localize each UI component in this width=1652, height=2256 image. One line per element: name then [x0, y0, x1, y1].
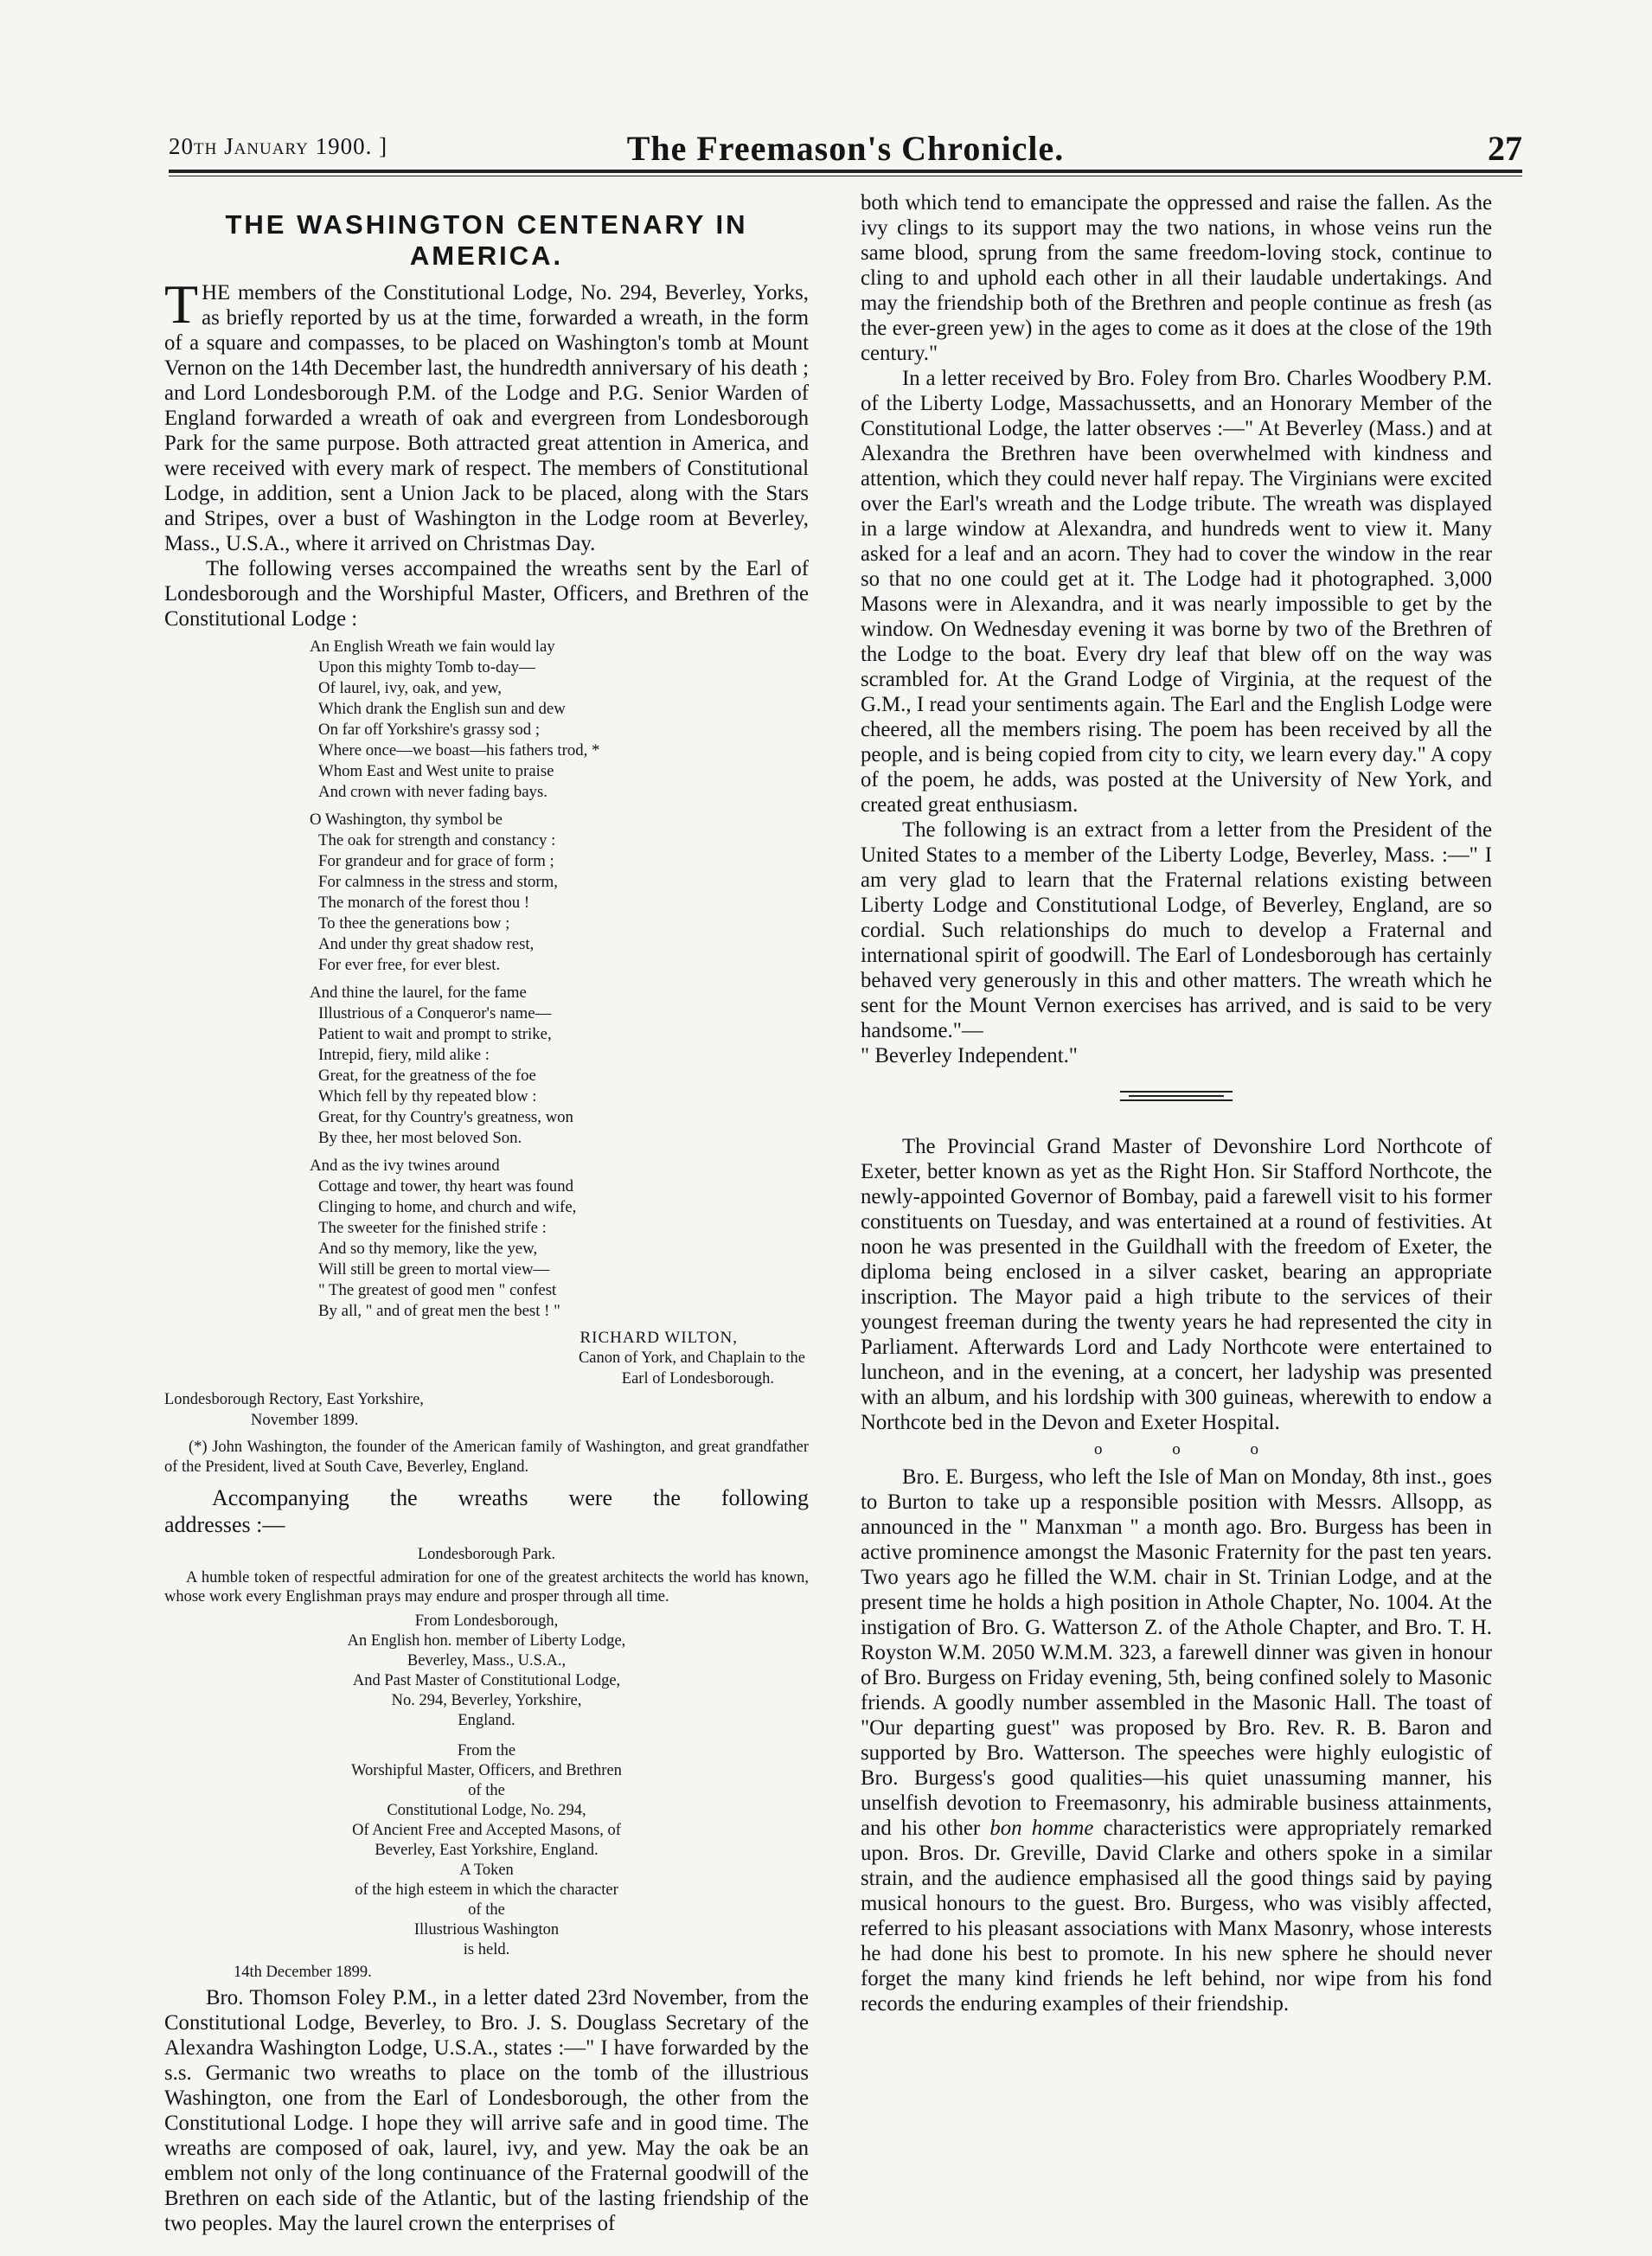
poem-line: By thee, her most beloved Son.: [318, 1129, 522, 1147]
article-paragraph: [164, 273, 809, 556]
address-line: No. 294, Beverley, Yorkshire,: [391, 1692, 582, 1709]
address-line: From Londesborough,: [414, 1612, 559, 1630]
author-date-text: November 1899.: [251, 1412, 359, 1429]
address-line: Worshipful Master, Officers, and Brethren: [351, 1762, 622, 1779]
right-column: [861, 190, 1492, 2016]
quote-source: " Beverley Independent.": [861, 1044, 1078, 1067]
author-place: Londesborough Rectory, East Yorkshire,: [164, 1391, 424, 1408]
address-date: 14th December 1899.: [234, 1964, 372, 1981]
poem-line: And under thy great shadow rest,: [318, 935, 535, 953]
address-line: Constitutional Lodge, No. 294,: [387, 1802, 586, 1819]
poem-line: Of laurel, ivy, oak, and yew,: [318, 679, 502, 697]
poem-line: To thee the generations bow ;: [318, 914, 510, 933]
article-paragraph: The following is an extract from a letter from the President of the United States to a member of the Liberty Lodge, Beverley, Mass. :—" I am very glad to learn that the Fraternal relations existing between Liberty Lodge and Constitutional Lodge, of Beverley, England, are so cordial. Such relationships do much to develop a Fraternal and international spirit of goodwill. The Earl of Londesborough has certainly behaved very generously in this and other matters. The wreath which he sent for the Mount Vernon exercises has arrived, and is said to be very handsome."—: [861, 818, 1492, 1042]
article-paragraph: In a letter received by Bro. Foley from Bro. Charles Woodbery P.M. of the Liberty Lodge, Massachussetts, and an Honorary Member of the Constitutional Lodge, the latter observes :—" At Beverley (Mass.) and at Alexandra the Brethren have been overwhelmed with kindness and attention, which they could never half repay. The Virginians were excited over the Earl's wreath and the Lodge tribute. The wreath was displayed in a large window at Alexandra, and hundreds went to view it. Many asked for a leaf and an acorn. They had to cover the window in the rear so that no one could get at it. The Lodge had it photographed. 3,000 Masons were in Alexandra, and it was nearly impossible to get by the window. On Wednesday evening it was borne by two of the Brethren of the Lodge to the boat. Every dry leaf that blew off on the way was scrambled for. At the Grand Lodge of Virginia, at the request of the G.M., I read your sentiments again. The Earl and the English Lodge were cheered, all the members rising. The poem has been received by all the people, and is being copied from city to city, we learn every day." A copy of the poem, he adds, was posted at the University of New York, and created great enthusiasm.: [861, 367, 1492, 817]
poem-line: And thine the laurel, for the fame: [310, 984, 527, 1002]
poem-line: " The greatest of good men " confest: [318, 1281, 557, 1299]
article-paragraph: The Provincial Grand Master of Devonshire Lord Northcote of Exeter, better known as yet as the Right Hon. Sir Stafford Northcote, the newly-appointed Governor of Bombay, paid a farewell visit to his former constituents on Tuesday, and was entertained at a round of festivities. At noon he was presented in the Guildhall with the freedom of Exeter, the diploma being enclosed in a silver casket, bearing an appropriate inscription. The Mayor paid a high tribute to the services of their youngest freeman during the twenty years he had represented the city in Parliament. Afterwards Lord and Lady Northcote were entertained to luncheon, and in the evening, at a concert, her ladyship was presented with an album, and his lordship with 300 guineas, wherewith to endow a Northcote bed in the Devon and Exeter Hospital.: [861, 1135, 1492, 1434]
poem-line: For grandeur and for grace of form ;: [318, 852, 554, 870]
section-divider: [1129, 1091, 1224, 1101]
poem-line: By all, " and of great men the best ! ": [318, 1302, 560, 1320]
poem-line: And so thy memory, like the yew,: [318, 1240, 538, 1258]
addresses-intro: Accompanying the wreaths were the following: [212, 1485, 809, 1510]
address-line: From the: [457, 1742, 516, 1759]
poem-line: Upon this mighty Tomb to-day—: [318, 658, 535, 676]
poem-line: The monarch of the forest thou !: [318, 894, 530, 912]
paragraph-text: Bro. E. Burgess, who left the Isle of Man on Monday, 8th inst., goes to Burton to take up a responsible position with Messrs. Allsopp, as announced in the " Manxman " a month ago. Bro. Burgess has been in active prominence amongst the Masonic Fraternity for the past ten years. Two years ago he filled the W.M. chair in St. Trinian Lodge, and at the present time he holds a high position in Athole Chapter, No. 1004. At the instigation of Bro. G. Watterson Z. of the Athole Chapter, and Bro. T. H. Royston W.M. 2050 W.M.M. 323, a farewell dinner was given in honour of Bro. Burgess on Friday evening, 5th, being confined solely to Masonic friends. A goodly number assembled in the Masonic Hall. The toast of "Our departing guest" was proposed by Bro. Rev. R. B. Baron and supported by Bro. Watterson. The speeches were highly eulogistic of Bro. Burgess's good qualities—his quiet unassuming manner, his unselfish devotion to Freemasonry, his admirable business attainments, and his other: [861, 1465, 1492, 1840]
poem-line: Illustrious of a Conqueror's name—: [318, 1004, 552, 1022]
address-line: of the high esteem in which the character: [355, 1881, 618, 1899]
addresses-intro-cont: addresses :—: [164, 1512, 285, 1537]
drop-cap: T: [164, 273, 199, 335]
address-from: [164, 1612, 809, 1731]
poem-line: On far off Yorkshire's grassy sod ;: [318, 721, 541, 739]
address-body: A humble token of respectful admiration for one of the greatest architects the world has known, whose work every Englishman prays may endure and prosper through all time.: [164, 1569, 809, 1605]
poem-line: An English Wreath we fain would lay: [310, 638, 555, 656]
poem-line: The sweeter for the finished strife :: [318, 1219, 547, 1237]
address-line: A Token: [459, 1862, 514, 1879]
header-rule-thick: [169, 170, 1522, 173]
address-line: is held.: [463, 1941, 510, 1958]
address-line: of the: [468, 1901, 505, 1919]
article-paragraph: [861, 1464, 1492, 2016]
article-paragraph: both which tend to emancipate the oppressed and raise the fallen. As the ivy clings to its support may the two nations, in whose veins run the same blood, sprung from the same freedom-loving stock, continue to cling to and uphold each other in all their laudable undertakings. And may the friendship both of the Brethren and people continue as fresh (as the ever-green yew) in the ages to come as it does at the close of the 19th century.": [861, 191, 1492, 365]
address-line: Illustrious Washington: [413, 1921, 560, 1939]
address-line: And Past Master of Constitutional Lodge,: [352, 1672, 621, 1689]
left-column: [164, 190, 809, 2236]
address-line: Of Ancient Free and Accepted Masons, of: [352, 1822, 621, 1839]
author-date: [164, 1410, 809, 1431]
poem-line: Cottage and tower, thy heart was found: [318, 1177, 573, 1195]
poem-stanza: [310, 983, 809, 1149]
poem-line: For ever free, for ever blest.: [318, 956, 501, 974]
poem-line: And crown with never fading bays.: [318, 783, 547, 801]
issue-date: 20th January 1900. ]: [169, 133, 388, 159]
poem-author: RICHARD WILTON,: [579, 1329, 738, 1347]
poem-line: The oak for strength and constancy :: [318, 831, 556, 849]
poem-line: Whom East and West unite to praise: [318, 762, 554, 780]
page-number: 27: [1488, 129, 1522, 168]
poem-line: Patient to wait and prompt to strike,: [318, 1025, 552, 1043]
poem-line: Intrepid, fiery, mild alike :: [318, 1046, 490, 1064]
article-paragraph: The following verses accompained the wreaths sent by the Earl of Londesborough and the Worshipful Master, Officers, and Brethren of the Constitutional Lodge :: [164, 557, 809, 631]
poem-line: Great, for thy Country's greatness, won: [318, 1108, 573, 1126]
poem-line: Will still be green to mortal view—: [318, 1260, 550, 1279]
poem-stanza: [310, 637, 809, 803]
page-header: [169, 128, 1522, 171]
poem-line: O Washington, thy symbol be: [310, 811, 503, 829]
address-line: Beverley, Mass., U.S.A.,: [407, 1652, 567, 1670]
poem-stanza: [310, 810, 809, 976]
author-title: Canon of York, and Chaplain to the: [578, 1349, 805, 1367]
poem-line: For calmness in the stress and storm,: [318, 873, 558, 891]
address-line: Beverley, East Yorkshire, England.: [375, 1842, 599, 1859]
paragraph-divider: o o o: [1094, 1440, 1291, 1458]
footnote: (*) John Washington, the founder of the American family of Washington, and great grandfather of the President, lived at South Cave, Beverley, England.: [164, 1439, 809, 1476]
poem-line: Which drank the English sun and dew: [318, 700, 566, 718]
poem-line: Great, for the greatness of the foe: [318, 1067, 536, 1085]
poem-line: Which fell by thy repeated blow :: [318, 1087, 537, 1106]
paragraph-text: characteristics were appropriately remarked upon. Bros. Dr. Greville, David Clarke and others spoke in a similar strain, and the audience emphasised all the good things said by paying musical honours to the guest. Bro. Burgess, who was visibly affected, referred to his pleasant associations with Manx Masonry, whose interests he had done his best to promote. In his new sphere he should never forget the many kind friends he left behind, nor wipe from his fond records the enduring examples of their friendship.: [861, 1817, 1493, 2016]
author-title: Earl of Londesborough.: [621, 1370, 774, 1388]
poem-line: Where once—we boast—his fathers trod, *: [318, 741, 600, 759]
address-line: An English hon. member of Liberty Lodge,: [347, 1632, 626, 1650]
paragraph-text: HE members of the Constitutional Lodge, No. 294, Beverley, Yorks, as briefly reported by us at the time, forwarded a wreath, in the form of a square and compasses, to be placed on Washington's tomb at Mount Vernon on the 14th December last, the hundredth anniversary of his death ; and Lord Londesborough P.M. of the Lodge and P.G. Senior Warden of England forwarded a wreath of oak and evergreen from Londesborough Park for the same purpose. Both attracted great attention in America, and were received with every mark of respect. The members of Constitutional Lodge, in addition, sent a Union Jack to be placed, along with the Stars and Stripes, over a bust of Washington in the Lodge room at Beverley, Mass., U.S.A., where it arrived on Christmas Day.: [164, 281, 809, 555]
address-from: [164, 1741, 809, 1960]
italic-phrase: bon homme: [989, 1817, 1094, 1840]
poem-stanza: [310, 1156, 809, 1322]
poem: [310, 637, 809, 1322]
article-paragraph: Bro. Thomson Foley P.M., in a letter dated 23rd November, from the Constitutional Lodge, Beverley, to Bro. J. S. Douglass Secretary of the Alexandra Washington Lodge, U.S.A., states :—" I have forwarded by the s.s. Germanic two wreaths to place on the tomb of the illustrious Washington, one from the Earl of Londesborough, the other from the Constitutional Lodge. I hope they will arrive safe and in good time. The wreaths are composed of oak, laurel, ivy, and yew. May the oak be an emblem not only of the long continuance of the Fraternal goodwill of the Brethren on each side of the Atlantic, but of the lasting friendship of the two peoples. May the laurel crown the enterprises of: [164, 1986, 809, 2235]
article-title: THE WASHINGTON CENTENARY IN AMERICA.: [225, 209, 748, 271]
publication-title: The Freemason's Chronicle.: [626, 129, 1065, 168]
poem-line: And as the ivy twines around: [310, 1157, 500, 1175]
address-heading: Londesborough Park.: [417, 1546, 556, 1563]
poem-line: Clinging to home, and church and wife,: [318, 1198, 577, 1216]
address-line: of the: [468, 1782, 505, 1799]
address-line: England.: [458, 1712, 515, 1729]
